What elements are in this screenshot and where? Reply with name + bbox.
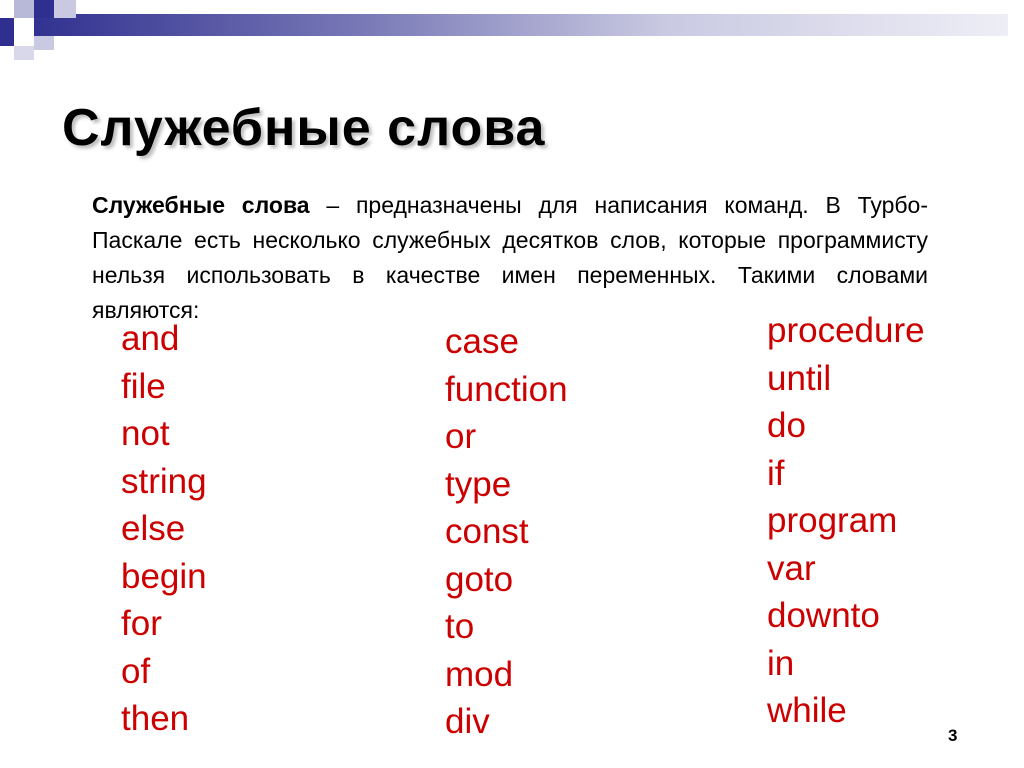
keyword-item: div (445, 702, 490, 741)
keyword-column-1 (121, 315, 207, 743)
keyword-item: of (121, 651, 151, 691)
decor-square-light-1 (14, 0, 34, 18)
keyword-item: goto (445, 559, 514, 599)
keyword-item: case (445, 322, 519, 361)
decor-square-dark-1 (34, 0, 54, 18)
keyword-item: not (121, 414, 170, 453)
keyword-item: mod (445, 654, 514, 694)
keyword-item: until (767, 358, 832, 398)
keyword-item: or (445, 417, 477, 456)
decor-square-light-4 (14, 46, 34, 60)
decor-square-dark-2 (0, 18, 14, 46)
keyword-item: and (121, 319, 180, 358)
keyword-item: if (767, 453, 785, 493)
decor-square-white (14, 18, 34, 36)
keyword-item: program (767, 501, 898, 540)
decor-square-light-3 (34, 36, 54, 50)
slide-title: Служебные слова (62, 99, 546, 157)
keyword-item: const (445, 512, 529, 551)
keyword-item: to (445, 607, 475, 646)
keyword-column-3 (767, 307, 925, 735)
keyword-item: in (767, 643, 795, 683)
keyword-item: downto (767, 596, 880, 635)
keyword-item: begin (121, 556, 207, 596)
intro-text: – предназначены для написания команд. В Турбо-Паскале есть несколько служебных десятков слов, которые программисту нельзя использовать в качестве имен переменных. Такими словами являются: (92, 192, 928, 323)
keyword-item: else (121, 509, 186, 548)
keyword-item: type (445, 464, 512, 504)
keyword-item: file (121, 366, 166, 406)
keyword-item: for (121, 604, 162, 643)
keyword-item: string (121, 461, 207, 501)
keyword-item: do (767, 406, 806, 445)
header-gradient-bar (24, 14, 1008, 36)
keyword-item: while (767, 691, 847, 730)
keyword-item: function (445, 369, 568, 409)
page-number: 3 (948, 726, 958, 745)
keyword-column-2 (445, 318, 568, 746)
decor-square-light-2 (54, 0, 76, 18)
keyword-item: var (767, 548, 816, 588)
keyword-item: then (121, 699, 190, 738)
intro-term: Служебные слова (92, 192, 310, 218)
keyword-item: procedure (767, 311, 925, 350)
